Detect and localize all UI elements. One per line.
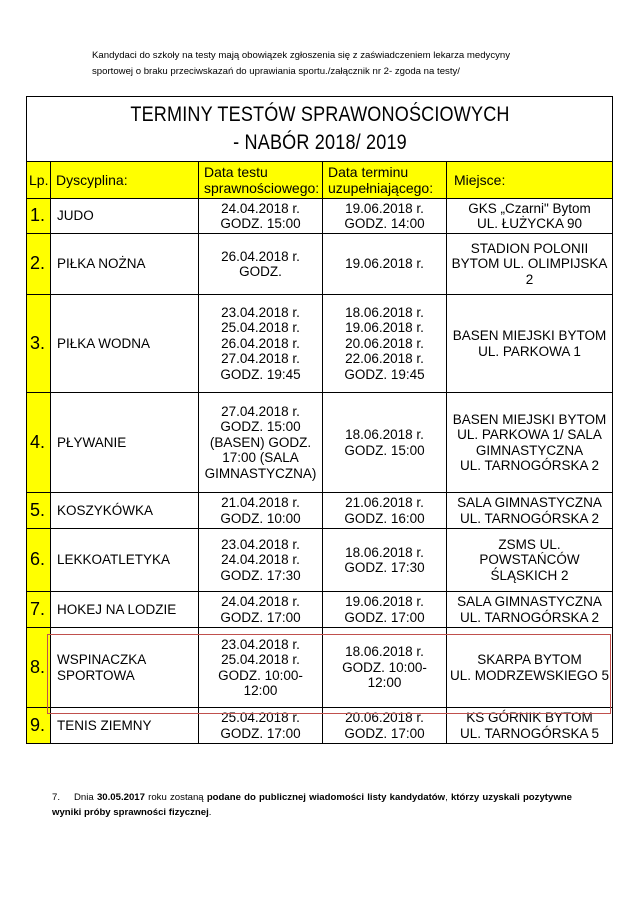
header-extra-date-line-2: uzupełniającego:	[328, 180, 434, 196]
table-row	[27, 234, 613, 295]
row-extra-date-line: GODZ. 14:00	[344, 216, 425, 231]
row-test-date-line: GODZ. 15:00	[220, 216, 301, 231]
row-extra-date	[323, 393, 447, 493]
row-test-date	[199, 393, 323, 493]
row-number	[27, 708, 51, 744]
row-place-line: UL. ŁUŻYCKA 90	[477, 216, 583, 231]
row-number-line: 5.	[30, 499, 46, 520]
row-discipline-line: WSPINACZKA	[57, 652, 147, 667]
row-place-line: SALA GIMNASTYCZNA	[457, 495, 602, 510]
footnote-bold-2: którzy uzyskali pozytywne wyniki próby sprawności fizycznej	[52, 792, 572, 818]
top-note-line-1: Kandydaci do szkoły na testy mają obowiązek zgłoszenia się z zaświadczeniem lekarza medycyny	[92, 50, 511, 61]
row-place-line: ŚLĄSKICH 2	[490, 567, 569, 583]
row-test-date-line: 27.04.2018 r.	[221, 403, 300, 419]
row-test-date-line: GODZ.	[239, 264, 282, 279]
row-discipline	[51, 708, 199, 744]
row-test-date-line: GODZ. 17:30	[220, 567, 301, 583]
row-test-date-line: 26.04.2018 r.	[221, 335, 300, 351]
row-extra-date-line: 19.06.2018 r.	[345, 320, 424, 336]
row-extra-date-line: GODZ. 17:30	[344, 560, 425, 575]
row-discipline	[51, 529, 199, 592]
row-place	[447, 295, 613, 393]
row-test-date	[199, 234, 323, 295]
row-test-date-line: 23.04.2018 r.	[221, 636, 300, 652]
row-place-line: SALA GIMNASTYCZNA	[457, 594, 602, 609]
row-extra-date-line: 12:00	[367, 675, 402, 691]
row-extra-date-line: GODZ. 17:00	[344, 609, 425, 625]
row-extra-date-line: 21.06.2018 r.	[345, 495, 424, 510]
row-place-line: BYTOM UL. OLIMPIJSKA	[451, 256, 608, 272]
table-row	[27, 529, 613, 592]
row-test-date-line: 25.04.2018 r.	[221, 652, 300, 667]
row-test-date-line: 12:00	[243, 683, 278, 698]
row-discipline-line: TENIS ZIEMNY	[57, 717, 152, 733]
row-place-line: BASEN MIEJSKI BYTOM	[452, 328, 607, 343]
table-row	[27, 493, 613, 529]
row-place-line: 2	[525, 271, 534, 287]
row-place-line: SKARPA BYTOM	[477, 652, 582, 667]
table-row	[27, 592, 613, 628]
row-number-line: 4.	[30, 431, 46, 452]
row-number	[27, 529, 51, 592]
row-test-date-line: 24.04.2018 r.	[221, 552, 300, 568]
footnote-text-4: .	[208, 807, 212, 818]
row-discipline-line: PIŁKA WODNA	[57, 335, 151, 351]
row-number	[27, 199, 51, 234]
row-test-date-line: GODZ. 19:45	[220, 366, 301, 382]
row-test-date-line: GODZ. 17:00	[220, 609, 301, 625]
row-place	[447, 493, 613, 529]
row-extra-date	[323, 529, 447, 592]
row-number-line: 9.	[30, 714, 46, 735]
row-test-date	[199, 628, 323, 708]
row-discipline	[51, 592, 199, 628]
row-test-date	[199, 199, 323, 234]
row-test-date-line: 23.04.2018 r.	[221, 304, 300, 320]
row-discipline	[51, 493, 199, 529]
row-discipline	[51, 393, 199, 493]
row-extra-date-line: GODZ. 17:00	[344, 725, 425, 741]
row-number	[27, 234, 51, 295]
schedule-table	[26, 96, 613, 744]
row-extra-date-line: 18.06.2018 r.	[345, 427, 424, 442]
header-extra-date-line-1: Data terminu	[328, 164, 409, 180]
row-test-date	[199, 493, 323, 529]
row-discipline-line: PIŁKA NOŻNA	[57, 256, 146, 272]
row-place	[447, 592, 613, 628]
row-discipline	[51, 234, 199, 295]
row-test-date-line: 21.04.2018 r.	[221, 495, 300, 510]
title-line-1: TERMINY TESTÓW SPRAWONOŚCIOWYCH	[129, 103, 510, 126]
row-extra-date-line: GODZ. 19:45	[344, 366, 425, 382]
row-place-line: GIMNASTYCZNA	[475, 442, 584, 458]
row-place-line: KS GÓRNIK BYTOM	[466, 710, 593, 725]
row-test-date	[199, 592, 323, 628]
table-row	[27, 628, 613, 708]
row-extra-date	[323, 295, 447, 393]
title-line-2: - NABÓR 2018/ 2019	[232, 131, 407, 154]
row-extra-date	[323, 628, 447, 708]
row-place-line: BASEN MIEJSKI BYTOM	[452, 411, 607, 427]
row-test-date-line: GODZ. 17:00	[220, 725, 301, 741]
top-note	[92, 48, 572, 80]
row-extra-date-line: GODZ. 16:00	[344, 510, 425, 526]
row-extra-date-line: 19.06.2018 r.	[345, 200, 424, 216]
row-number-line: 8.	[30, 656, 46, 677]
footnote-text-3: ,	[445, 792, 451, 803]
row-test-date	[199, 529, 323, 592]
row-place-line: POWSTAŃCÓW	[479, 552, 580, 568]
row-extra-date	[323, 234, 447, 295]
row-extra-date-line: GODZ. 10:00-	[342, 659, 427, 675]
row-discipline-line: LEKKOATLETYKA	[57, 552, 171, 568]
row-number	[27, 493, 51, 529]
row-place-line: ZSMS UL.	[498, 536, 561, 552]
row-discipline	[51, 199, 199, 234]
footnote-number: 7.	[52, 792, 61, 803]
row-number-line: 1.	[30, 205, 46, 226]
row-extra-date-line: 19.06.2018 r.	[345, 594, 424, 609]
header-test-date-line-2: sprawnościowego:	[204, 180, 320, 196]
row-place-line: UL. TARNOGÓRSKA 5	[460, 725, 600, 741]
row-place-line: GKS „Czarni" Bytom	[468, 200, 591, 216]
row-place	[447, 199, 613, 234]
row-number	[27, 295, 51, 393]
header-extra-date	[323, 162, 447, 199]
row-discipline-line: JUDO	[57, 208, 94, 224]
row-number	[27, 393, 51, 493]
row-place	[447, 708, 613, 744]
row-discipline	[51, 295, 199, 393]
row-place	[447, 393, 613, 493]
table-row	[27, 708, 613, 744]
header-lp: Lp.	[27, 162, 51, 199]
row-place-line: UL. TARNOGÓRSKA 2	[460, 609, 600, 625]
row-test-date-line: 25.04.2018 r.	[221, 710, 300, 725]
row-extra-date-line: 20.06.2018 r.	[345, 710, 424, 725]
row-place-line: UL. PARKOWA 1/ SALA	[457, 427, 602, 442]
row-test-date-line: 26.04.2018 r.	[221, 248, 300, 264]
table-header-row	[27, 162, 613, 199]
row-place	[447, 628, 613, 708]
header-discipline: Dyscyplina:	[51, 162, 199, 199]
footnote-text-2: roku zostaną	[144, 792, 207, 803]
header-test-date	[199, 162, 323, 199]
footnote-text-1: Dnia	[74, 792, 97, 803]
row-test-date-line: 17:00 (SALA	[222, 450, 299, 466]
row-place-line: UL. MODRZEWSKIEGO 5	[450, 667, 610, 683]
row-test-date-line: GODZ. 15:00	[220, 419, 301, 435]
footnote-bold-1: podane do publicznej wiadomości listy kandydatów	[206, 792, 446, 803]
row-test-date	[199, 708, 323, 744]
row-number-line: 7.	[30, 598, 46, 619]
row-discipline-line: PŁYWANIE	[57, 434, 127, 450]
row-test-date-line: GODZ. 10:00-	[218, 667, 303, 683]
row-extra-date-line: 18.06.2018 r.	[345, 544, 424, 560]
row-extra-date-line: 18.06.2018 r.	[345, 304, 424, 320]
row-number-line: 3.	[30, 332, 46, 353]
header-place: Miejsce:	[447, 162, 613, 199]
row-test-date-line: 23.04.2018 r.	[221, 536, 300, 552]
row-place	[447, 234, 613, 295]
row-extra-date-line: 19.06.2018 r.	[345, 256, 424, 272]
row-extra-date-line: 22.06.2018 r.	[345, 351, 424, 367]
footnote	[52, 790, 572, 820]
row-extra-date	[323, 493, 447, 529]
table-row	[27, 393, 613, 493]
row-place-line: UL. TARNOGÓRSKA 2	[460, 510, 600, 526]
row-place	[447, 529, 613, 592]
row-discipline-line: KOSZYKÓWKA	[57, 502, 154, 518]
row-test-date-line: GODZ. 10:00	[220, 510, 301, 526]
row-extra-date	[323, 708, 447, 744]
row-place-line: UL. PARKOWA 1	[478, 343, 581, 359]
row-discipline	[51, 628, 199, 708]
row-place-line: UL. TARNOGÓRSKA 2	[460, 458, 600, 473]
row-extra-date	[323, 199, 447, 234]
row-extra-date-line: 18.06.2018 r.	[345, 644, 424, 660]
header-test-date-line-1: Data testu	[204, 164, 268, 180]
row-test-date-line: 27.04.2018 r.	[221, 351, 300, 367]
row-test-date	[199, 295, 323, 393]
row-place-line: STADION POLONII	[470, 240, 589, 256]
row-test-date-line: 25.04.2018 r.	[221, 320, 300, 336]
row-number-line: 6.	[30, 549, 46, 570]
row-extra-date-line: 20.06.2018 r.	[345, 335, 424, 351]
row-discipline-line: HOKEJ NA LODZIE	[57, 601, 177, 617]
table-row	[27, 199, 613, 234]
row-number	[27, 592, 51, 628]
row-extra-date-line: GODZ. 15:00	[344, 442, 425, 458]
row-test-date-line: 24.04.2018 r.	[221, 594, 300, 609]
row-test-date-line: 24.04.2018 r.	[221, 200, 300, 216]
row-number	[27, 628, 51, 708]
row-number-line: 2.	[30, 253, 46, 274]
table-title	[68, 97, 572, 162]
top-note-line-2: sportowej o braku przeciwskazań do uprawiania sportu./załącznik nr 2- zgoda na testy/	[92, 66, 460, 77]
row-extra-date	[323, 592, 447, 628]
row-test-date-line: GIMNASTYCZNA)	[204, 465, 317, 481]
row-discipline-line: SPORTOWA	[57, 667, 135, 683]
footnote-date: 30.05.2017	[96, 792, 145, 803]
table-body	[27, 199, 613, 744]
table-row	[27, 295, 613, 393]
row-test-date-line: (BASEN) GODZ.	[209, 434, 312, 450]
